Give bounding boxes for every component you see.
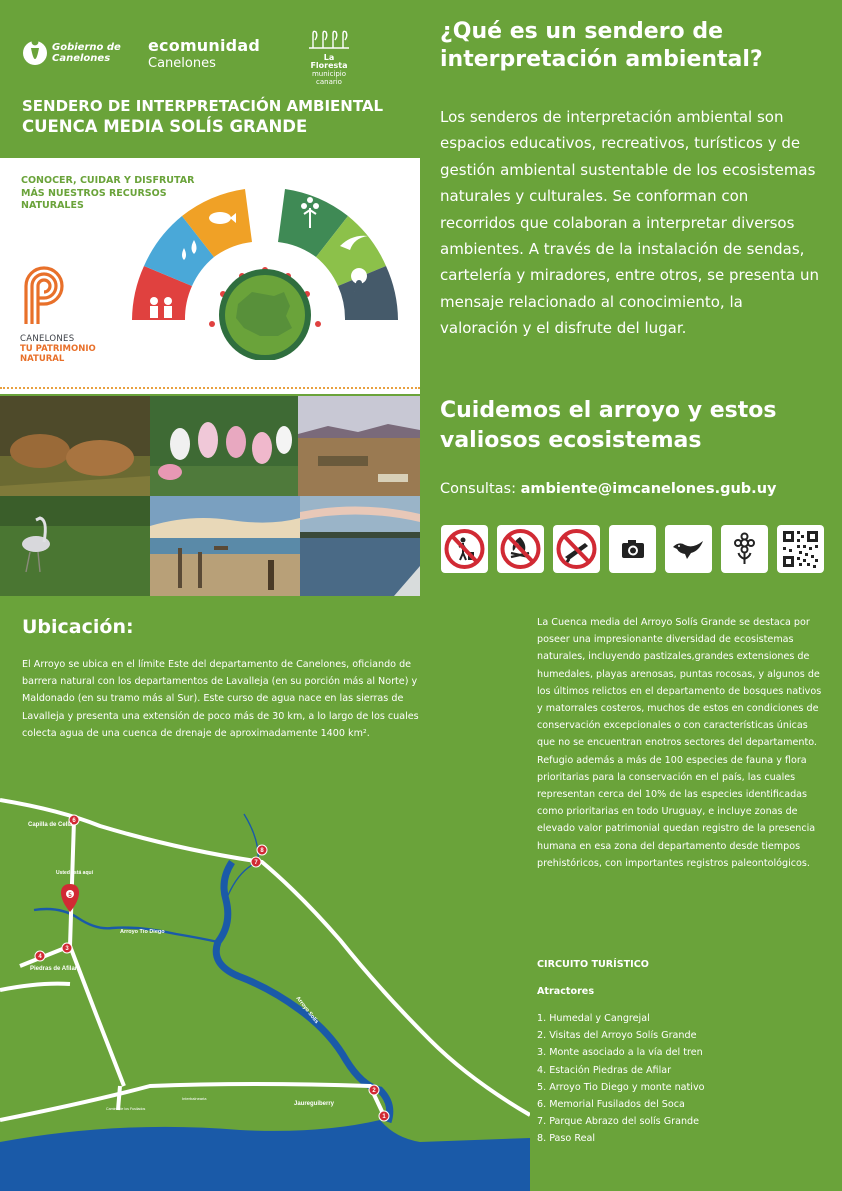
- floresta-line2: municipio: [311, 70, 347, 78]
- camera-icon: [609, 525, 656, 573]
- patrimonio-p-logo-icon: [20, 262, 68, 326]
- flower-icon: [721, 525, 768, 573]
- route-map: [0, 770, 530, 1191]
- floresta-line1: La Floresta: [310, 53, 348, 70]
- patrimonio-brand: [20, 262, 140, 364]
- photo-collage: [0, 396, 420, 596]
- qr-code-icon[interactable]: [777, 525, 824, 573]
- contact-line: [440, 481, 776, 497]
- gobierno-canelones-logo: [22, 36, 121, 70]
- map-label-capilla: Capilla de Cella: [28, 822, 73, 828]
- ecosystem-wheel: [130, 180, 400, 360]
- floresta-line3: canario: [316, 78, 342, 86]
- photo-spoonbills: [150, 396, 298, 496]
- brand-line2: TU PATRIMONIO NATURAL: [20, 344, 96, 364]
- gobierno-line1: Gobierno de: [52, 42, 121, 53]
- list-item: 4. Estación Piedras de Afilar: [537, 1064, 672, 1076]
- ecomunidad-logo: [148, 36, 260, 71]
- map-label-usted: Usted está aquí: [56, 870, 93, 876]
- gobierno-logo-icon: [22, 36, 48, 70]
- map-markers: [35, 815, 389, 1121]
- contact-label: Consultas:: [440, 481, 516, 497]
- map-label-solis: Arroyo Solís: [294, 995, 320, 1026]
- care-heading: Cuidemos el arroyo y estos valiosos ecosistemas: [440, 398, 777, 453]
- map-label-interbalnearia: Interbalnearia: [182, 1096, 207, 1101]
- map-label-piedras: Piedras de Afilar: [30, 966, 78, 972]
- panel-slogan: CONOCER, CUIDAR Y DISFRUTAR MÁS NUESTROS RECURSOS NATURALES: [21, 175, 195, 211]
- list-item: 1. Humedal y Cangrejal: [537, 1013, 650, 1024]
- location-text: El Arroyo se ubica en el límite Este del departamento de Canelones, oficiando de barrera natural con los departamentos de Lavalleja (en su porción más al Norte) y Maldonado (en su tramo más al Sur). Este curso de agua nace en las sierras de Lavalleja y presenta una extensión de poco más de 30 km, a lo largo de los cuales colecta agua de una cuenca de drenaje de aproximadamente 1400 km².: [22, 659, 419, 739]
- list-item: 2. Visitas del Arroyo Solís Grande: [537, 1030, 697, 1042]
- no-fire-icon: [497, 525, 544, 573]
- trail-title-line1: SENDERO DE INTERPRETACIÓN AMBIENTAL: [22, 97, 384, 115]
- ecomunidad-line2: Canelones: [148, 56, 216, 71]
- patrimonio-panel: [0, 158, 420, 394]
- no-hunting-icon: [553, 525, 600, 573]
- gobierno-line2: Canelones: [52, 53, 111, 64]
- photo-heron: [0, 496, 150, 596]
- photo-old-pier: [150, 496, 300, 596]
- svg-text:8: 8: [260, 848, 264, 854]
- la-floresta-logo: [304, 28, 354, 86]
- attractions-list: [537, 1010, 827, 1148]
- map-sea: [0, 1120, 530, 1191]
- svg-text:2: 2: [372, 1088, 376, 1094]
- ecomunidad-munidad: munidad: [179, 36, 260, 55]
- what-is-heading: ¿Qué es un sendero de interpretación ambiental?: [440, 19, 763, 72]
- photo-capybaras: [0, 396, 150, 496]
- svg-text:3: 3: [65, 946, 69, 952]
- contact-email-link[interactable]: ambiente@imcanelones.gub.uy: [520, 481, 777, 497]
- list-item: 7. Parque Abrazo del solís Grande: [537, 1116, 700, 1128]
- attractions-heading: Atractores: [537, 986, 595, 997]
- list-item: 8. Paso Real: [537, 1133, 596, 1145]
- svg-text:6: 6: [72, 818, 76, 824]
- circuit-heading: CIRCUITO TURÍSTICO: [537, 959, 649, 970]
- no-litter-icon: [441, 525, 488, 573]
- bird-icon: [665, 525, 712, 573]
- panel-dotted-divider: [0, 385, 420, 389]
- list-item: 6. Memorial Fusilados del Soca: [537, 1099, 685, 1111]
- what-is-paragraph: Los senderos de interpretación ambiental son espacios educativos, recreativos, turísticos y de gestión ambiental sustentable de los ecosistemas naturales y culturales. Se conforman con recorridos que colaboran a interpretar diversos ambientes. A través de la instalación de sendas, cartelería y miradores, entre otros, se presenta un mensaje relacionado al conocimiento, la valoración y el disfrute del lugar.: [440, 108, 819, 338]
- svg-text:4: 4: [38, 954, 42, 960]
- svg-text:1: 1: [382, 1114, 386, 1120]
- map-label-camino: Camino de los Fusilados: [106, 1107, 146, 1111]
- map-label-jaureguiberry: Jaureguiberry: [294, 1101, 335, 1107]
- svg-text:5: 5: [68, 893, 72, 899]
- photo-lagoon-sunset: [300, 496, 420, 596]
- list-item: 5. Arroyo Tio Diego y monte nativo: [537, 1081, 705, 1093]
- brand-line1: CANELONES: [20, 334, 75, 344]
- map-arroyo-tio-diego: [34, 909, 218, 942]
- svg-text:7: 7: [254, 860, 258, 866]
- trail-title: [22, 96, 383, 138]
- location-heading: Ubicación:: [22, 616, 134, 638]
- floresta-trees-icon: [307, 28, 351, 50]
- basin-description: La Cuenca media del Arroyo Solís Grande se destaca por poseer una impresionante diversidad de ecosistemas naturales, incluyendo pastizales,grandes extensiones de humedales, playas arenosas, puntas rocosas, y algunos de los últimos relictos en el departamento de bosques nativos y matorrales costeros, muchos de estos en condiciones de conservación excepcionales o con características únicas que no se encuentran enotros sectores del departamento. Refugio además a más de 100 especies de fauna y flora prioritarias para la conservación en el país, las cuales representan cerca del 10% de las especies identificadas como prioritarias en todo Uruguay, e incluye zonas de elevado valor patrimonial quedan registro de la presencia humana en esa zona del departamento desde tiempos prehistóricos, con importantes registros paleontológicos.: [537, 617, 822, 869]
- map-label-tio-diego: Arroyo Tío Diego: [120, 929, 165, 935]
- logos-bar: [22, 28, 402, 84]
- ecomunidad-eco: eco: [148, 36, 180, 55]
- list-item: 3. Monte asociado a la vía del tren: [537, 1047, 703, 1059]
- you-are-here-pin-icon: [61, 884, 79, 912]
- photo-grassland: [298, 396, 420, 496]
- trail-title-line2: CUENCA MEDIA SOLÍS GRANDE: [22, 117, 308, 136]
- rules-icon-row: [441, 525, 825, 575]
